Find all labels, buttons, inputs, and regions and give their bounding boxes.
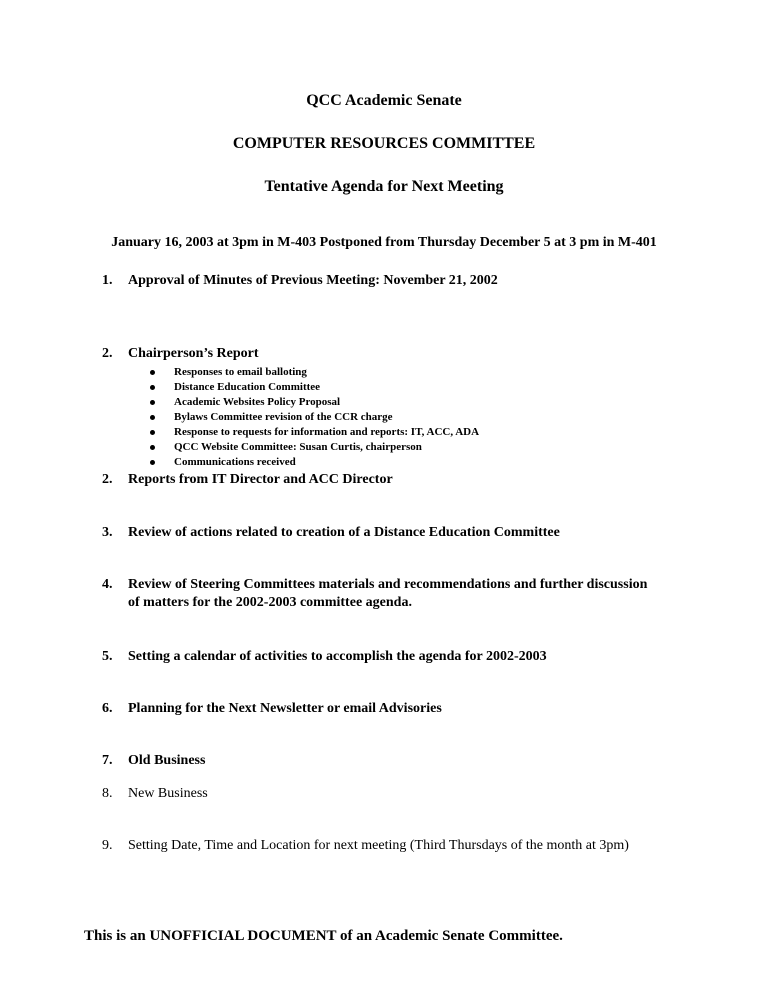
- agenda-item-text: Planning for the Next Newsletter or email Advisories: [128, 701, 442, 716]
- agenda-item-9: [102, 785, 208, 803]
- list-item: [150, 410, 479, 425]
- list-item: [150, 395, 479, 410]
- agenda-item-text: Review of actions related to creation of a Distance Education Committee: [128, 525, 560, 540]
- list-item-text: Responses to email balloting: [174, 366, 307, 378]
- list-item-text: Response to requests for information and reports: IT, ACC, ADA: [174, 426, 480, 438]
- agenda-item-number: 6.: [102, 701, 113, 716]
- agenda-item-number: 3.: [102, 525, 113, 540]
- agenda-item-3: [102, 471, 393, 489]
- agenda-item-number: 2.: [102, 472, 113, 487]
- committee-title: COMPUTER RESOURCES COMMITTEE: [232, 135, 536, 152]
- agenda-item-number: 2.: [102, 346, 113, 361]
- chair-report-list: [150, 365, 479, 470]
- org-title: QCC Academic Senate: [306, 92, 462, 109]
- agenda-item-number: 9.: [102, 838, 113, 853]
- agenda-item-text: Approval of Minutes of Previous Meeting: November 21, 2002: [128, 273, 498, 288]
- list-item-text: QCC Website Committee: Susan Curtis, chairperson: [174, 441, 422, 453]
- agenda-item-text: Review of Steering Committees materials and recommendations and further discussion of matters for the 2002-2003 committee agenda.: [128, 577, 648, 610]
- agenda-item-number: 8.: [102, 786, 113, 801]
- bullet-icon: [150, 385, 155, 390]
- agenda-item-text: Setting a calendar of activities to accomplish the agenda for 2002-2003: [128, 649, 547, 664]
- list-item: [150, 380, 479, 395]
- list-item-text: Distance Education Committee: [174, 381, 321, 393]
- bullet-icon: [150, 460, 155, 465]
- list-item-text: Bylaws Committee revision of the CCR charge: [174, 411, 393, 423]
- agenda-item-number: 4.: [102, 577, 113, 592]
- agenda-item-7: [102, 700, 442, 718]
- list-item: [150, 425, 479, 440]
- list-item-text: Academic Websites Policy Proposal: [174, 396, 341, 408]
- agenda-item-text: Chairperson’s Report: [128, 346, 259, 361]
- list-item: [150, 440, 479, 455]
- meeting-line: January 16, 2003 at 3pm in M-403 Postponed from Thursday December 5 at 3 pm in M-401: [111, 235, 657, 250]
- agenda-item-text: Old Business: [128, 753, 206, 768]
- agenda-item-text: New Business: [128, 786, 208, 801]
- agenda-item-5: [102, 576, 662, 612]
- list-item: [150, 455, 479, 470]
- bullet-icon: [150, 415, 155, 420]
- list-item: [150, 365, 479, 380]
- agenda-item-1: [102, 272, 498, 290]
- agenda-item-6: [102, 648, 547, 666]
- agenda-item-10: [102, 837, 629, 855]
- agenda-item-4: [102, 524, 560, 542]
- list-item-text: Communications received: [174, 456, 296, 468]
- unofficial-note: This is an UNOFFICIAL DOCUMENT of an Academic Senate Committee.: [84, 928, 563, 944]
- agenda-item-number: 7.: [102, 753, 113, 768]
- agenda-item-2: [102, 345, 259, 363]
- agenda-item-number: 1.: [102, 273, 113, 288]
- agenda-title: Tentative Agenda for Next Meeting: [264, 178, 504, 195]
- agenda-item-number: 5.: [102, 649, 113, 664]
- bullet-icon: [150, 430, 155, 435]
- bullet-icon: [150, 445, 155, 450]
- agenda-item-text: Reports from IT Director and ACC Director: [128, 472, 393, 487]
- agenda-item-8: [102, 752, 205, 770]
- bullet-icon: [150, 400, 155, 405]
- agenda-item-text: Setting Date, Time and Location for next meeting (Third Thursdays of the month at 3pm): [128, 838, 629, 853]
- bullet-icon: [150, 370, 155, 375]
